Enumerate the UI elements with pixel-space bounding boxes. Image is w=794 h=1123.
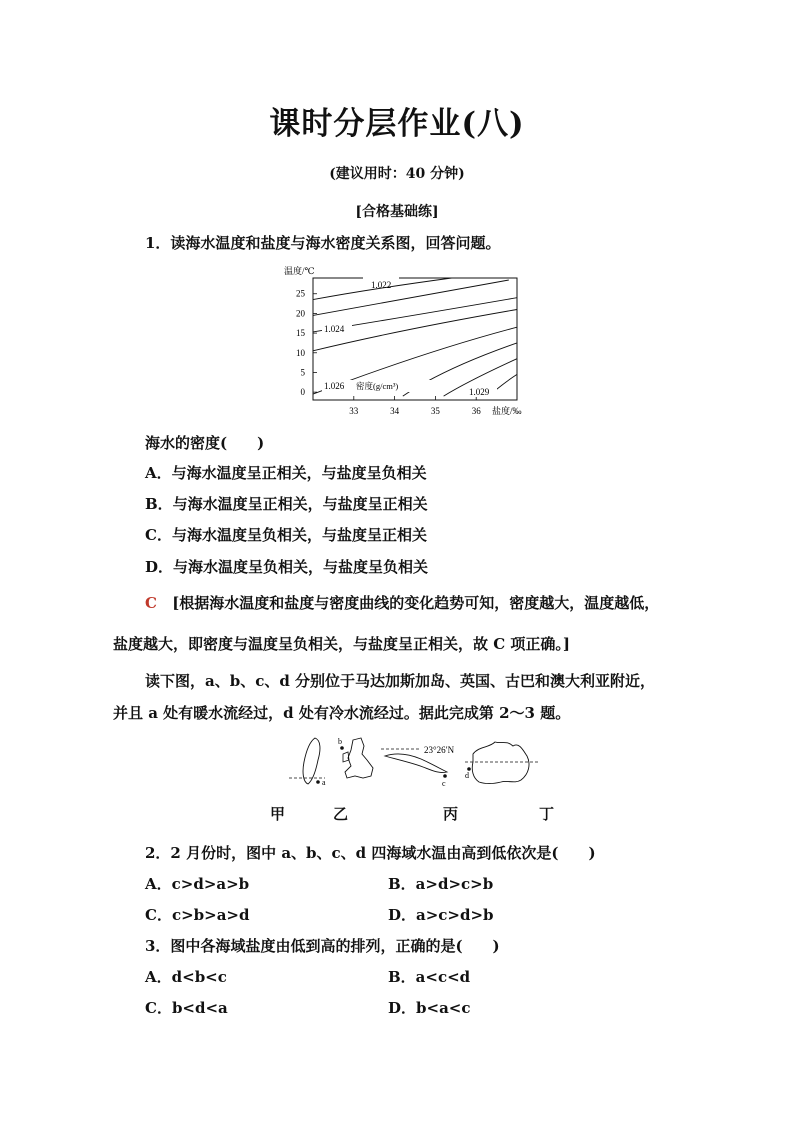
passage-line1: 读下图，a、b、c、d 分别位于马达加斯加岛、英国、古巴和澳大利亚附近， xyxy=(145,672,656,690)
x-tick-label: 36 xyxy=(471,406,481,416)
q1-explanation-line2: 盐度越大，即密度与温度呈负相关，与盐度呈正相关，故 C 项正确。] xyxy=(113,635,570,653)
q1-answer: C xyxy=(145,594,157,612)
q2-option-c: C．c>b>a>d xyxy=(145,906,250,924)
q1-option-b: B．与海水温度呈正相关，与盐度呈正相关 xyxy=(145,495,428,513)
map-caption-jia: 甲 xyxy=(270,805,286,823)
point-b-marker xyxy=(340,746,344,750)
latitude-label: 23°26′N xyxy=(424,745,455,755)
regions-map xyxy=(285,732,547,794)
curve-label-1024: 1.024 xyxy=(324,324,345,334)
x-tick-label: 34 xyxy=(390,406,400,416)
section-heading: [合格基础练] xyxy=(355,204,439,220)
curve-label-1029: 1.029 xyxy=(469,387,490,397)
curve-label-1026: 1.026 xyxy=(324,381,345,391)
madagascar-outline xyxy=(303,738,320,784)
map-caption-bing: 丙 xyxy=(443,805,459,823)
q1-prompt: 海水的密度( ) xyxy=(145,434,265,452)
q1-option-a: A．与海水温度呈正相关，与盐度呈负相关 xyxy=(145,464,427,482)
q1-option-c: C．与海水温度呈负相关，与盐度呈正相关 xyxy=(145,526,427,544)
q2-option-d: D．a>c>d>b xyxy=(388,906,494,924)
x-tick-label: 35 xyxy=(430,406,440,416)
y-tick-label: 0 xyxy=(300,387,305,398)
suggested-time: (建议用时：40 分钟) xyxy=(329,166,465,182)
q1-explanation-line1 xyxy=(145,592,659,613)
page-title: 课时分层作业(八) xyxy=(269,106,525,142)
point-a-marker xyxy=(316,780,320,784)
y-tick-label: 25 xyxy=(296,288,305,299)
y-tick-label: 5 xyxy=(300,367,305,378)
q3-stem: 3．图中各海域盐度由低到高的排列，正确的是( ) xyxy=(145,937,500,955)
x-tick-label: 33 xyxy=(349,406,359,416)
point-c-marker xyxy=(443,774,447,778)
y-tick-label: 20 xyxy=(296,308,305,319)
q2-option-b: B．a>d>c>b xyxy=(388,875,494,893)
point-c-label: c xyxy=(442,779,446,788)
q3-option-a: A．d<b<c xyxy=(145,968,227,986)
y-tick-label: 15 xyxy=(296,328,305,339)
point-b-label: b xyxy=(338,737,342,746)
density-unit-label: 密度(g/cm³) xyxy=(356,381,399,391)
q2-stem: 2．2 月份时，图中 a、b、c、d 四海域水温由高到低依次是( ) xyxy=(145,844,596,862)
chart-y-label: 温度/℃ xyxy=(284,266,315,276)
q1-stem: 1．读海水温度和盐度与海水密度关系图，回答问题。 xyxy=(145,234,501,252)
point-d-label: d xyxy=(465,771,469,780)
point-a-label: a xyxy=(322,778,326,787)
q3-option-d: D．b<a<c xyxy=(388,999,471,1017)
map-caption-ding: 丁 xyxy=(539,805,555,823)
y-tick-label: 10 xyxy=(296,347,305,358)
britain-outline xyxy=(345,738,373,778)
q2-option-a: A．c>d>a>b xyxy=(145,875,250,893)
q3-option-c: C．b<d<a xyxy=(145,999,228,1017)
x-tick-labels xyxy=(349,396,481,416)
chart-x-label: 盐度/‰ xyxy=(492,406,522,416)
q3-option-b: B．a<c<d xyxy=(388,968,471,986)
cuba-outline xyxy=(385,754,447,773)
y-tick-labels xyxy=(296,289,317,397)
q1-explanation-text: [根据海水温度和盐度与密度曲线的变化趋势可知，密度越大，温度越低， xyxy=(172,594,660,612)
q1-option-d: D．与海水温度呈负相关，与盐度呈负相关 xyxy=(145,558,429,576)
density-curves xyxy=(313,278,517,396)
density-chart xyxy=(280,262,535,422)
passage-line2: 并且 a 处有暖水流经过，d 处有冷水流经过。据此完成第 2～3 题。 xyxy=(113,704,571,722)
map-caption-yi: 乙 xyxy=(333,805,349,823)
density-curve xyxy=(313,280,509,315)
australia-outline xyxy=(472,742,529,784)
curve-label-1022: 1.022 xyxy=(371,280,392,290)
